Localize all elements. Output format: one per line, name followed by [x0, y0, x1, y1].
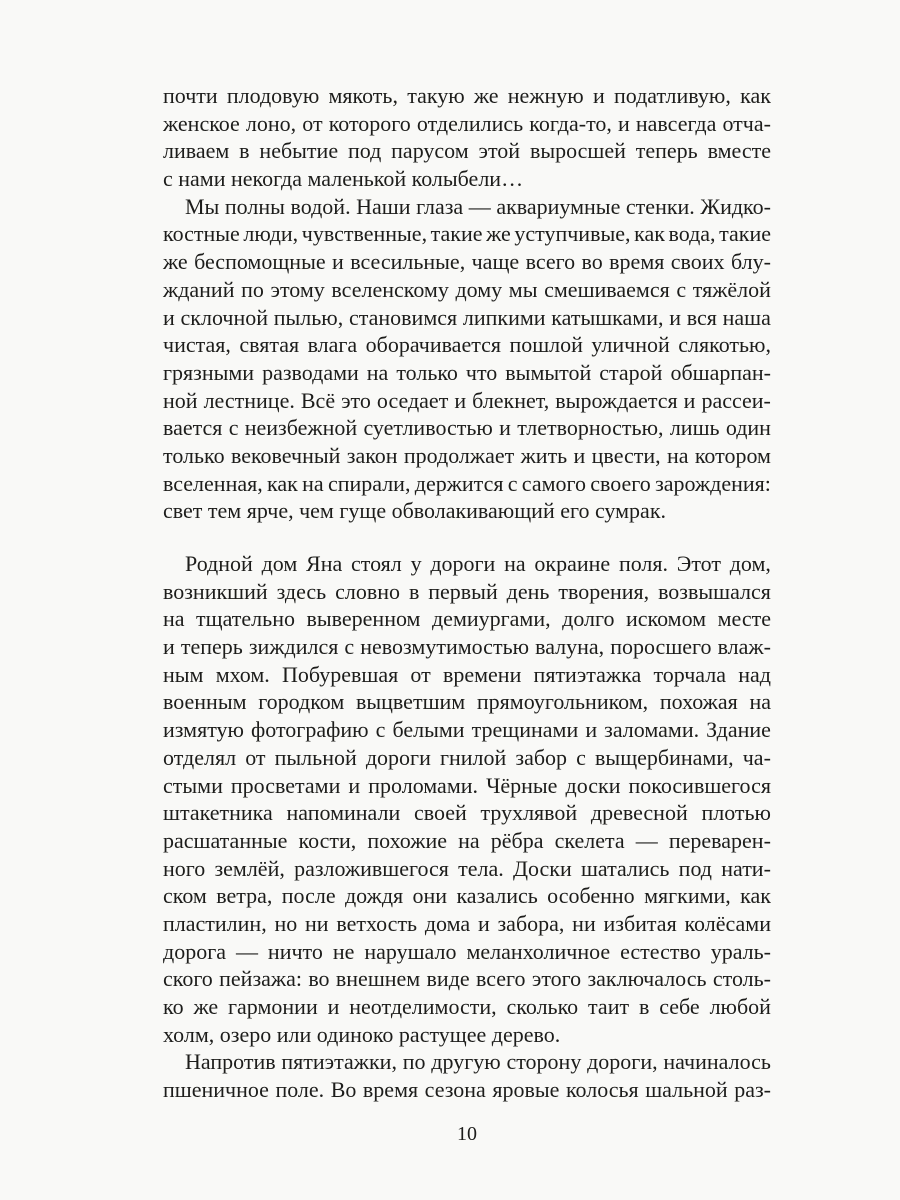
text-line: жданий по этому вселенскому дому мы смешиваемся с тяжёлой — [163, 276, 771, 302]
text-line: почти плодовую мякоть, такую же нежную и податливую, как — [163, 83, 771, 108]
text-line: расшатанные кости, похожие на рёбра скелета — переварен- — [163, 827, 771, 853]
text-line: ливаем в небытие под парусом этой выросшей теперь вместе — [163, 138, 771, 164]
text-line: с нами некогда маленькой колыбели… — [163, 166, 524, 192]
text-line: Родной дом Яна стоял у дороги на окраине поля. Этот дом, — [185, 551, 771, 576]
text-line: пластилин, но ни ветхость дома и забора, ни избитая колёсами — [163, 910, 771, 936]
text-line: грязными разводами на только что вымытой старой обшарпан- — [163, 359, 771, 385]
text-line: холм, озеро или одиноко растущее дерево. — [163, 1021, 561, 1047]
text-line: Мы полны водой. Наши глаза — аквариумные стенки. Жидко- — [185, 193, 771, 219]
text-line: штакетника напоминали своей трухлявой древесной плотью — [163, 800, 771, 826]
text-line: измятую фотографию с белыми трещинами и заломами. Здание — [163, 717, 771, 743]
page-number: 10 — [457, 1123, 477, 1145]
text-line: женское лоно, от которого отделились когда-то, и навсегда отча- — [163, 110, 771, 136]
text-line: только вековечный закон продолжает жить и цвести, на котором — [163, 442, 771, 468]
text-line: стыми просветами и проломами. Чёрные доски покосившегося — [163, 772, 771, 798]
text-line: пшеничное поле. Во время сезона яровые колосья шальной раз- — [163, 1077, 771, 1103]
text-line: отделял от пыльной дороги гнилой забор с выщербинами, ча- — [163, 744, 771, 770]
text-line: вается с неизбежной суетливостью и тлетворностью, лишь один — [163, 415, 771, 441]
text-line: ко же гармонии и неотделимости, сколько таит в себе любой — [163, 994, 771, 1019]
text-line: возникший здесь словно в первый день творения, возвышался — [163, 578, 771, 604]
text-line: дорога — ничто не нарушало меланхоличное естество ураль- — [163, 938, 771, 964]
paragraph — [163, 82, 771, 193]
text-line: ском ветра, после дождя они казались особенно мягкими, как — [163, 883, 771, 909]
text-line: ной лестнице. Всё это оседает и блекнет, вырождается и рассеи- — [163, 387, 771, 413]
paragraph — [163, 550, 771, 1048]
text-line: ского пейзажа: во внешнем виде всего этого заключалось столь- — [163, 966, 771, 992]
paragraph — [163, 1048, 771, 1103]
text-line: ным мхом. Побуревшая от времени пятиэтажка торчала над — [163, 661, 771, 687]
paragraph — [163, 193, 771, 525]
text-line: костные люди, чувственные, такие же уступчивые, как вода, такие — [163, 221, 771, 247]
text-line: свет тем ярче, чем гуще обволакивающий его сумрак. — [163, 498, 667, 524]
text-line: чистая, святая влага оборачивается пошлой уличной слякотью, — [163, 332, 771, 358]
text-line: же беспомощные и всесильные, чаще всего во время своих блу- — [163, 249, 771, 275]
text-line: Напротив пятиэтажки, по другую сторону дороги, начиналось — [185, 1049, 771, 1075]
text-column — [163, 82, 771, 1104]
text-line: на тщательно выверенном демиургами, долго искомом месте — [163, 606, 771, 632]
text-line: военным городком выцветшим прямоугольником, похожая на — [163, 689, 771, 715]
text-line: ного землёй, разложившегося тела. Доски шатались под нати- — [163, 855, 771, 881]
text-line: и теперь зиждился с невозмутимостью валуна, поросшего влаж- — [163, 634, 771, 660]
text-line: вселенная, как на спирали, держится с самого своего зарождения: — [163, 470, 771, 496]
text-line: и склочной пылью, становимся липкими катышками, и вся наша — [163, 304, 771, 330]
